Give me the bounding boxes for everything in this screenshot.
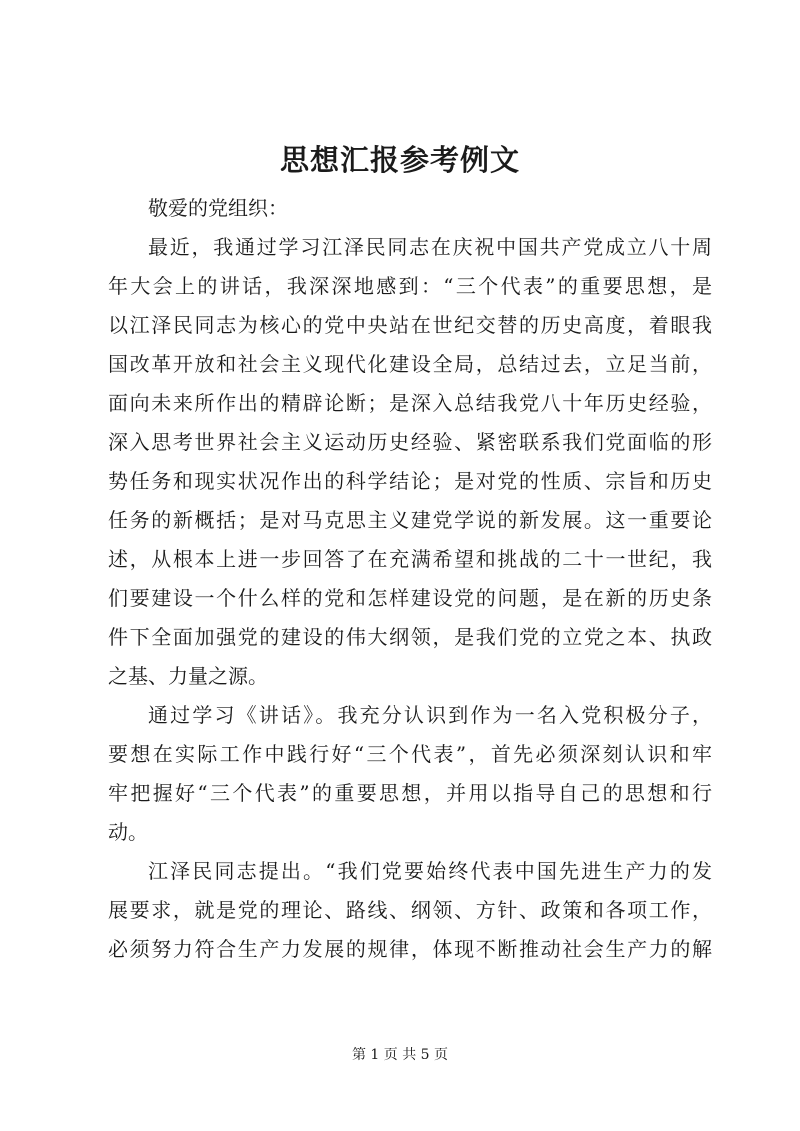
paragraph-line: 要想在实际工作中践行好“三个代表”，首先必须深刻认识和牢 [108,742,712,766]
greeting-line: 敬爱的党组织： [148,196,288,220]
paragraph-line: 年大会上的讲话，我深深地感到：“三个代表”的重要思想，是 [108,274,712,298]
paragraph-line: 势任务和现实状况作出的科学结论；是对党的性质、宗旨和历史 [108,469,712,493]
paragraph-line: 江泽民同志提出。“我们党要始终代表中国先进生产力的发 [148,859,712,883]
paragraph-3 [108,852,712,969]
paragraph-line: 们要建设一个什么样的党和怎样建设党的问题，是在新的历史条 [108,586,712,610]
page-number-footer: 第 1 页 共 5 页 [351,1047,449,1063]
paragraph-line: 牢把握好“三个代表”的重要思想，并用以指导自己的思想和行 [108,781,712,805]
paragraph-line: 展要求，就是党的理论、路线、纲领、方针、政策和各项工作， [108,898,712,922]
document-body [108,189,712,969]
paragraph-line: 国改革开放和社会主义现代化建设全局，总结过去，立足当前， [108,352,712,376]
paragraph-line: 深入思考世界社会主义运动历史经验、紧密联系我们党面临的形 [108,430,712,454]
paragraph-line: 最近，我通过学习江泽民同志在庆祝中国共产党成立八十周 [148,235,712,259]
paragraph-line: 通过学习《讲话》。我充分认识到作为一名入党积极分子， [148,703,712,727]
paragraph-line: 必须努力符合生产力发展的规律，体现不断推动社会生产力的解 [108,937,712,961]
document-title: 思想汇报参考例文 [279,143,520,177]
paragraph-1 [108,228,712,696]
paragraph-2 [108,696,712,852]
paragraph-line: 动。 [108,820,148,844]
paragraph-line: 以江泽民同志为核心的党中央站在世纪交替的历史高度，着眼我 [108,313,712,337]
paragraph-line: 之基、力量之源。 [108,664,268,688]
paragraph-line: 任务的新概括；是对马克思主义建党学说的新发展。这一重要论 [108,508,712,532]
paragraph-line: 述，从根本上进一步回答了在充满希望和挑战的二十一世纪，我 [108,547,712,571]
paragraph-line: 件下全面加强党的建设的伟大纲领，是我们党的立党之本、执政 [108,625,712,649]
paragraph-line: 面向未来所作出的精辟论断；是深入总结我党八十年历史经验， [108,391,712,415]
